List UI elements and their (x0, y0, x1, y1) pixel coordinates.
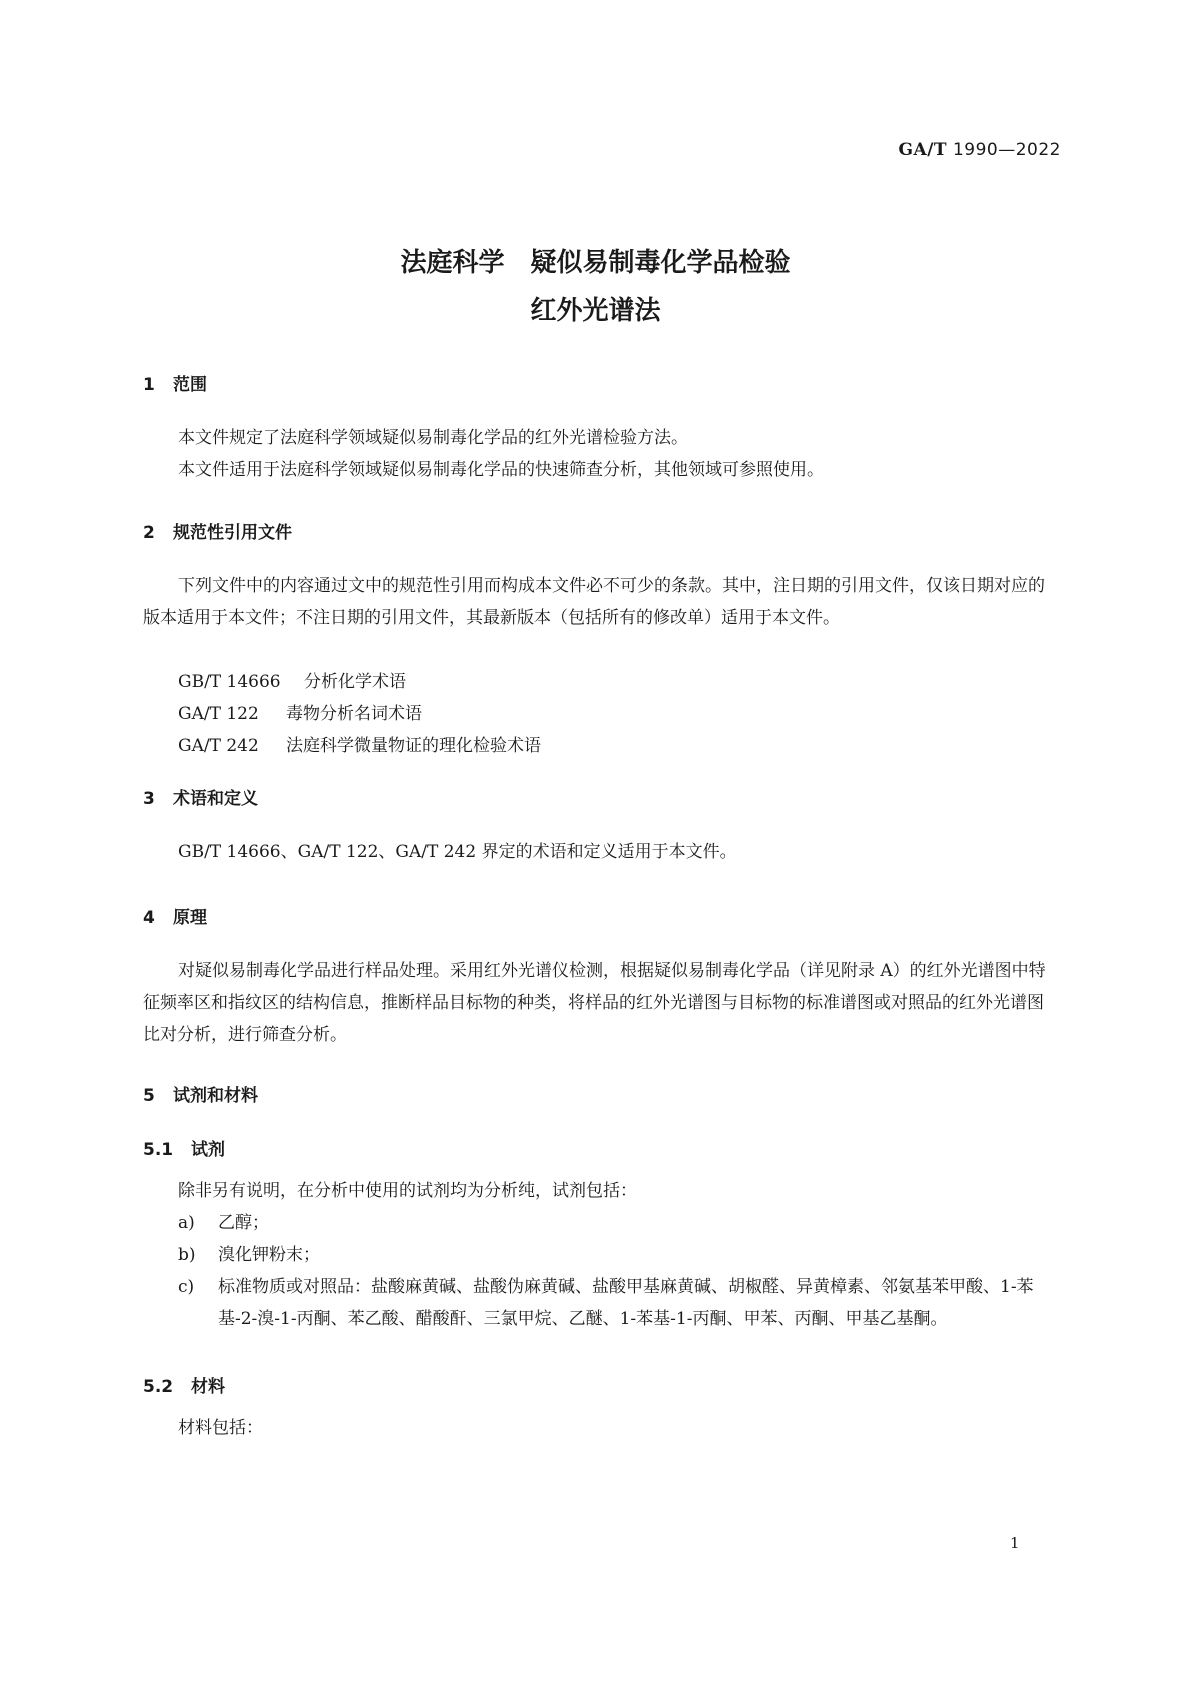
section-4-paragraph: 对疑似易制毒化学品进行样品处理。采用红外光谱仪检测，根据疑似易制毒化学品（详见附录 A）的红外光谱图中特征频率区和指纹区的结构信息，推断样品目标物的种类，将样品的红外光谱图与目标物的标准谱图或对照品的红外光谱图比对分析，进行筛查分析。 (143, 961, 1046, 1045)
document-title-line-2: 红外光谱法 (530, 296, 661, 326)
list-text: 溴化钾粉末； (218, 1245, 320, 1265)
section-4-heading (143, 903, 207, 928)
section-2-paragraph: 下列文件中的内容通过文中的规范性引用而构成本文件必不可少的条款。其中，注日期的引用文件，仅该日期对应的版本适用于本文件；不注日期的引用文件，其最新版本（包括所有的修改单）适用于本文件。 (143, 576, 1045, 628)
section-5-1-heading (143, 1135, 225, 1160)
section-3-heading (143, 784, 258, 809)
section-5-2-heading (143, 1372, 225, 1397)
page-number: 1 (1010, 1534, 1020, 1552)
section-number: 3 (143, 789, 155, 809)
section-1-paragraph-1: 本文件规定了法庭科学领域疑似易制毒化学品的红外光谱检验方法。 (178, 428, 688, 448)
list-text: 标准物质或对照品：盐酸麻黄碱、盐酸伪麻黄碱、盐酸甲基麻黄碱、胡椒醛、异黄樟素、邻氨基苯甲酸、1-苯基-2-溴-1-丙酮、苯乙酸、醋酸酐、三氯甲烷、乙醚、1-苯基-1-丙酮、甲苯、丙酮、甲基乙基酮。 (218, 1277, 1034, 1329)
section-title: 试剂 (191, 1140, 225, 1160)
list-marker: b) (178, 1245, 196, 1265)
section-number: 5 (143, 1086, 155, 1106)
section-number: 5.2 (143, 1377, 174, 1397)
reference-code: GA/T 242 (178, 736, 259, 756)
reference-item (178, 666, 406, 698)
list-item (178, 1207, 1060, 1239)
section-title: 材料 (191, 1377, 225, 1397)
reference-title: 法庭科学微量物证的理化检验术语 (286, 736, 541, 756)
section-number: 5.1 (143, 1140, 174, 1160)
section-3-paragraph: GB/T 14666、GA/T 122、GA/T 242 界定的术语和定义适用于本文件。 (178, 842, 737, 862)
section-title: 试剂和材料 (173, 1086, 258, 1106)
section-title: 术语和定义 (173, 789, 258, 809)
section-5-2-paragraph: 材料包括： (178, 1418, 263, 1438)
standard-year: 1990—2022 (952, 140, 1061, 160)
section-5-1-paragraph: 除非另有说明，在分析中使用的试剂均为分析纯，试剂包括： (178, 1181, 637, 1201)
standard-code: GA/T (898, 140, 948, 160)
reference-code: GA/T 122 (178, 704, 259, 724)
section-2-heading (143, 518, 292, 543)
document-title-line-1: 法庭科学 疑似易制毒化学品检验 (400, 248, 791, 278)
section-title: 原理 (173, 908, 207, 928)
section-1-paragraph-2: 本文件适用于法庭科学领域疑似易制毒化学品的快速筛查分析，其他领域可参照使用。 (178, 460, 824, 480)
list-marker: c) (178, 1277, 195, 1297)
section-number: 2 (143, 523, 155, 543)
standard-number (898, 140, 1061, 160)
section-title: 范围 (173, 375, 207, 395)
list-text: 乙醇； (218, 1213, 269, 1233)
section-number: 1 (143, 375, 155, 395)
reference-item (178, 698, 422, 730)
section-title: 规范性引用文件 (173, 523, 292, 543)
reference-item (178, 730, 541, 762)
list-item (178, 1271, 1060, 1335)
reference-code: GB/T 14666 (178, 672, 281, 692)
reference-title: 分析化学术语 (304, 672, 406, 692)
section-5-heading (143, 1081, 258, 1106)
list-item (178, 1239, 1060, 1271)
section-1-heading (143, 370, 207, 395)
list-marker: a) (178, 1213, 195, 1233)
section-number: 4 (143, 908, 155, 928)
reference-title: 毒物分析名词术语 (286, 704, 422, 724)
